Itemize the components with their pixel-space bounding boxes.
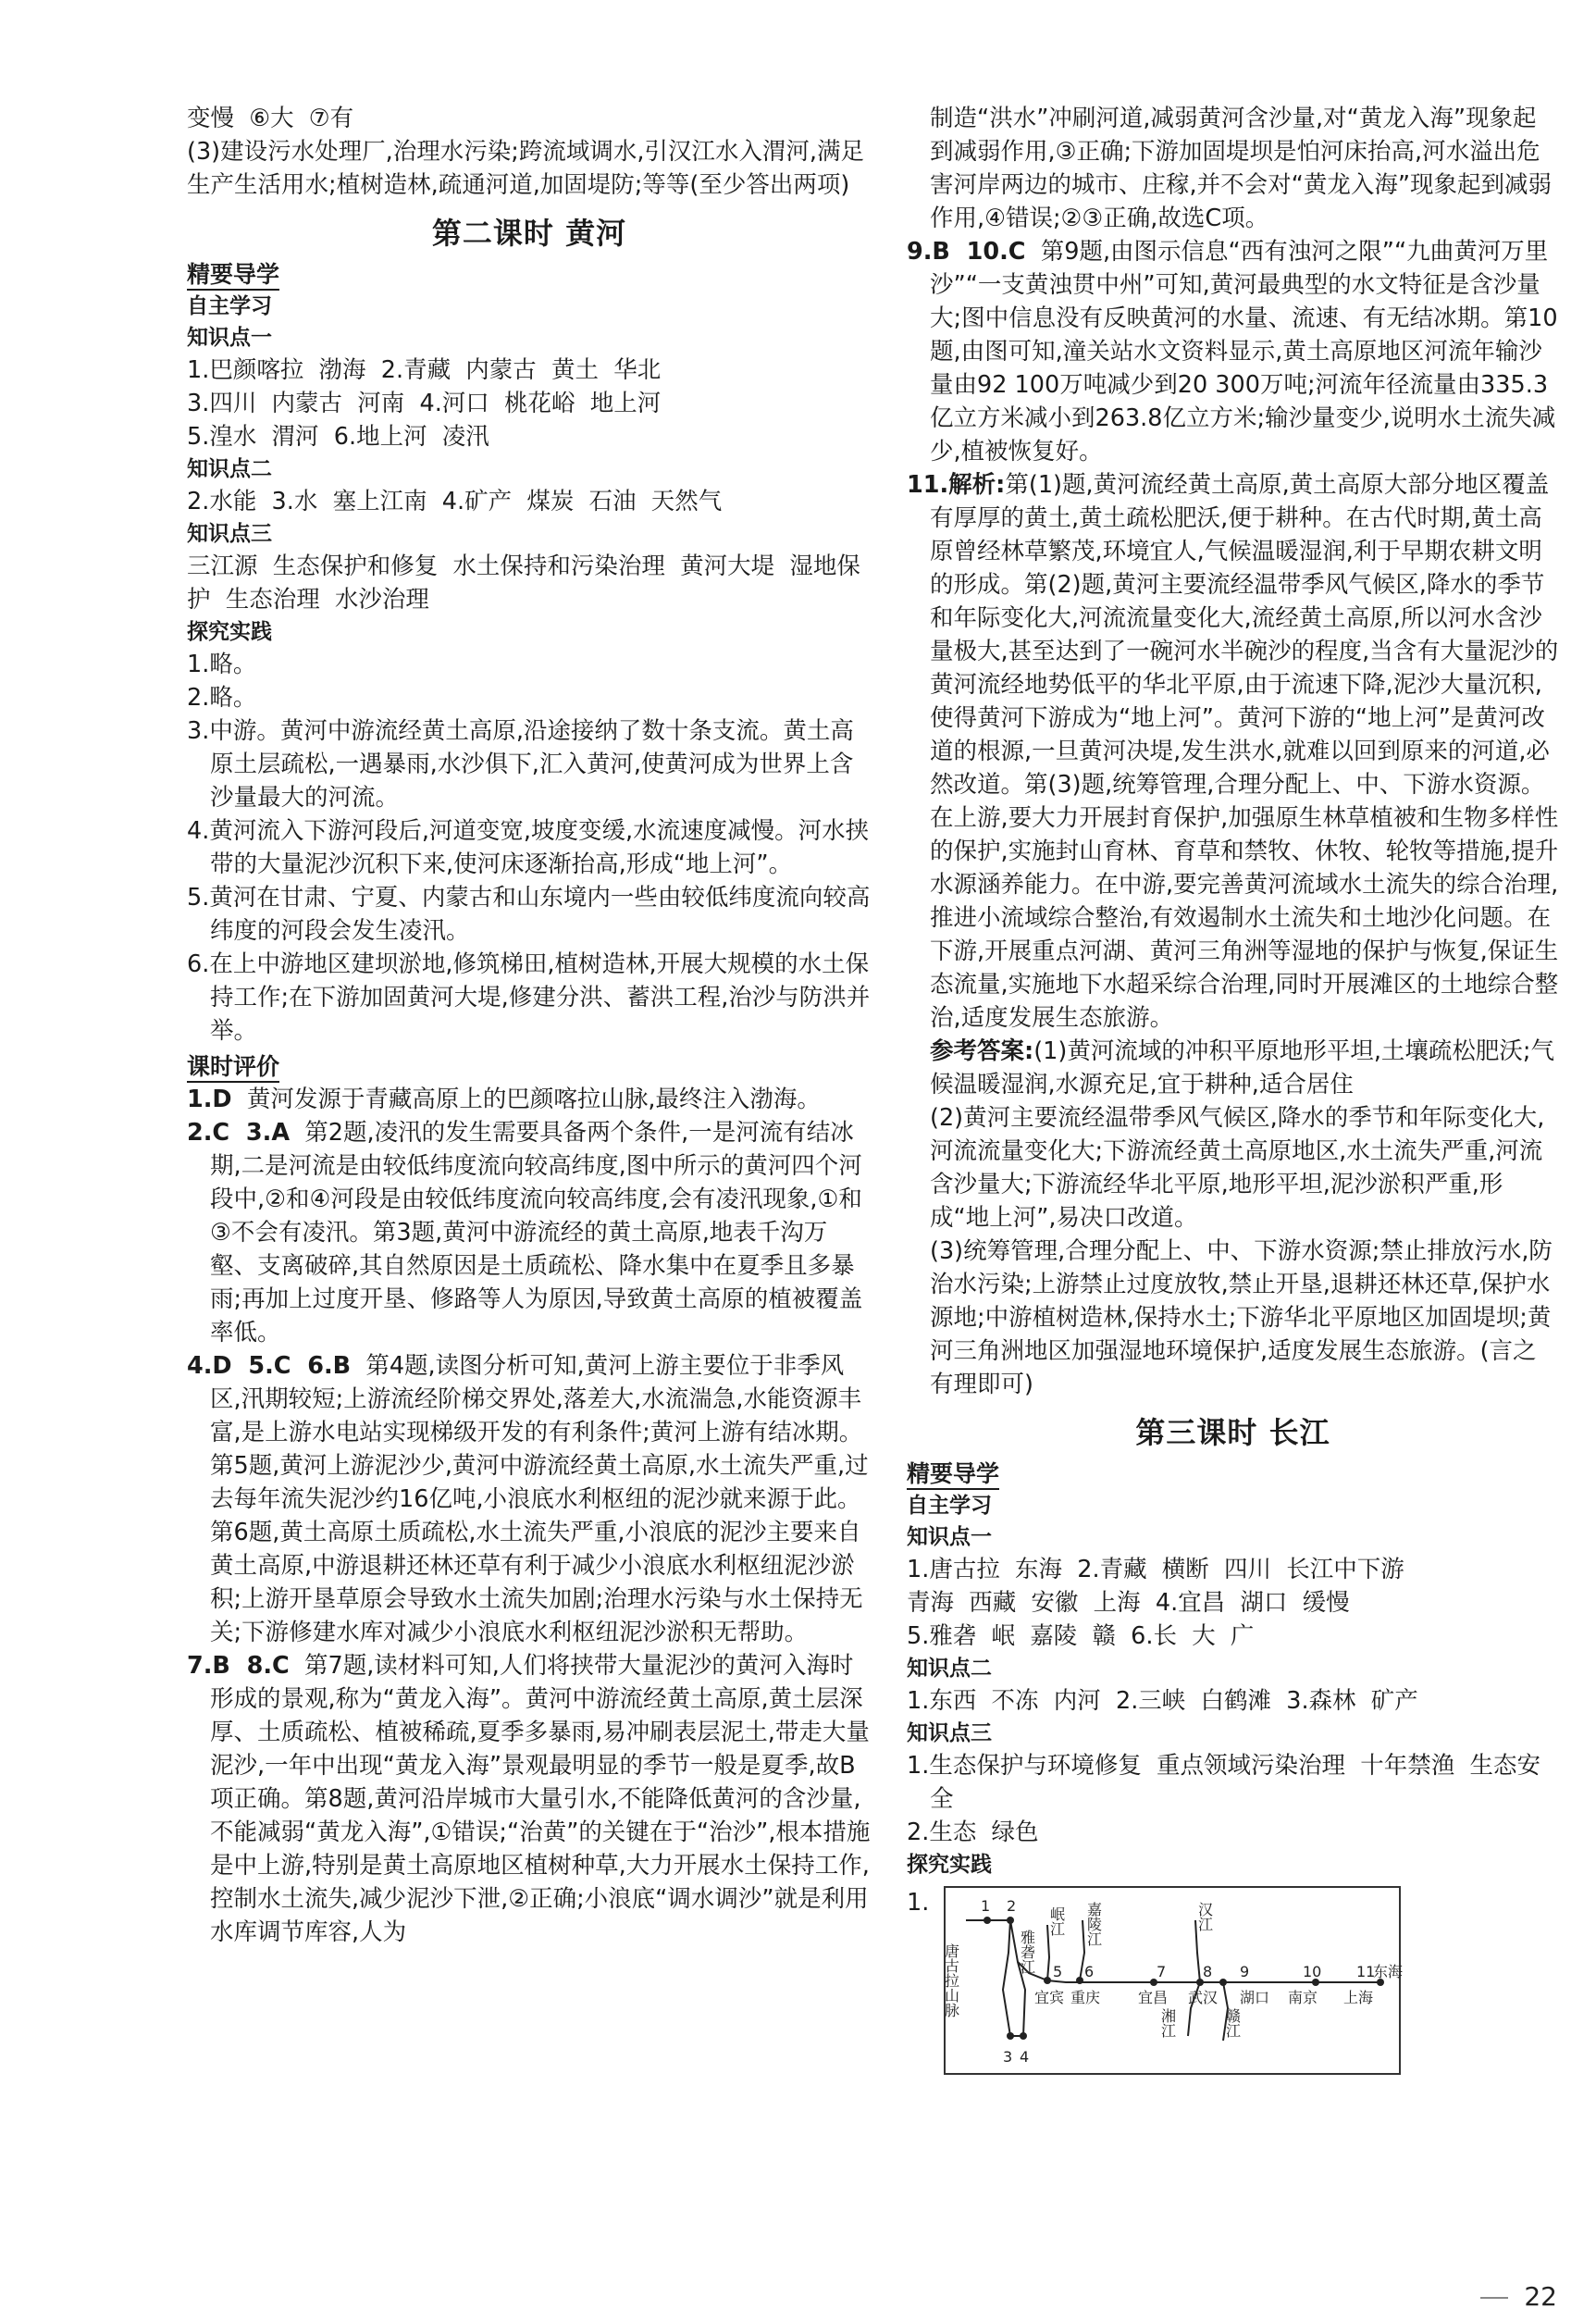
k3-line: 2.生态 绿色 [907,1818,1039,1846]
map-num: 8 [1203,1963,1213,1980]
kp-explanation: 第4题,读图分析可知,黄河上游主要位于非季风区,汛期较短;上游流经阶梯交界处,落差大,水流湍急,水能资源丰富,是上游水电站实现梯级开发的有利条件;黄河上游有结冰期。第5题,黄河上游泥沙少,黄河中游流经黄土高原,水土流失严重,过去每年流失泥沙约16亿吨,小浪底水利枢纽的泥沙就来源于此。第6题,黄土高原土质疏松,水土流失严重,小浪底的泥沙主要来自黄土高原,中游退耕还林还草有利于减少小浪底水利枢纽泥沙淤积;上游开垦草原会导致水土流失加剧;治理水污染与水土保持无关;下游修建水库对减少小浪底水利枢纽泥沙淤积无帮助。 [210,1352,869,1646]
left-column [187,102,872,1949]
k2-heading: 知识点二 [187,457,272,481]
map-num: 9 [1240,1963,1250,1980]
kp-item [187,1349,872,1649]
q9-10-answer: 9.B 10.C [907,238,1026,266]
kp-answer: 4.D 5.C 6.B [187,1352,352,1380]
map-place: 唐古拉山脉 [942,1943,960,2017]
map-num: 2 [1007,1897,1017,1915]
tj-item: 4.黄河流入下游河段后,河道变宽,坡度变缓,水流速度减慢。河水挟带的大量泥沙沉积下来,使河床逐渐抬高,形成“地上河”。 [187,817,870,878]
ref-answer-3: (3)统筹管理,合理分配上、中、下游水资源;禁止排放污水,防治水污染;上游禁止过度放牧,禁止开垦,退耕还林还草,保护水源地;中游植树造林,保持水土;下游华北平原地区加固堤坝;黄河三角洲地区加强湿地环境保护,适度发展生态旅游。(言之有理即可) [930,1237,1553,1398]
tj-item: 1.略。 [187,651,257,678]
section-zizhu: 自主学习 [187,294,272,318]
map-place: 上海 [1343,1989,1374,2006]
section-jingyao: 精要导学 [187,261,279,291]
tj-item: 5.黄河在甘肃、宁夏、内蒙古和山东境内一些由较低纬度流向较高纬度的河段会发生凌汛。 [187,884,871,945]
intro-line-1: 变慢 ⑥大 ⑦有 [187,105,354,132]
kp-answer: 7.B 8.C [187,1652,290,1680]
map-node [984,1917,991,1924]
q11 [907,468,1559,1035]
k2-line: 2.水能 3.水 塞上江南 4.矿产 煤炭 石油 天然气 [187,488,723,515]
k1-line: 青海 西藏 安徽 上海 4.宜昌 湖口 缓慢 [907,1589,1350,1617]
map-place: 湘江 [1158,2008,1177,2038]
map-place: 重庆 [1070,1989,1101,2006]
page-number-rule [1480,2297,1508,2299]
map-place: 赣江 [1223,2008,1242,2038]
map-node [1219,1979,1227,1986]
section-zizhu: 自主学习 [907,1494,992,1518]
map-node [1044,1977,1051,1984]
ref-answer-2: (2)黄河主要流经温带季风气候区,降水的季节和年际变化大,河流流量变化大;下游流经黄土高原地区,水土流失严重,河流含沙量大;下游流经华北平原,地形平坦,泥沙淤积严重,形成“地上河”,易决口改道。 [930,1104,1545,1232]
kp-answer: 1.D [187,1086,232,1113]
k1-heading: 知识点一 [187,326,272,350]
map-place: 岷江 [1047,1906,1066,1936]
map-num: 4 [1020,2048,1030,2066]
map-node [1020,2032,1027,2040]
kp-item [187,1116,872,1349]
q11-explanation: 第(1)题,黄河流经黄土高原,黄土高原大部分地区覆盖有厚厚的黄土,黄土疏松肥沃,便于耕种。在古代时期,黄土高原曾经林草繁茂,环境宜人,气候温暖湿润,利于早期农耕文明的形成。第(2)题,黄河主要流经温带季风气候区,降水的季节和年际变化大,河流流量变化大,流经黄土高原,所以河水含沙量极大,甚至达到了一碗河水半碗沙的程度,当含有大量泥沙的黄河流经地势低平的华北平原,由于流速下降,泥沙大量沉积,使得黄河下游成为“地上河”。黄河下游的“地上河”是黄河改道的根源,一旦黄河决堤,发生洪水,就难以回到原来的河道,必然改道。第(3)题,统筹管理,合理分配上、中、下游水资源。在上游,要大力开展封育保护,加强原生林草植被和生物多样性的保护,实施封山育林、育草和禁牧、休牧、轮牧等措施,提升水源涵养能力。在中游,要完善黄河流域水土流失的综合治理,推进小流域综合整治,有效遏制水土流失和土地沙化问题。在下游,开展重点河湖、黄河三角洲等湿地的保护与恢复,保证生态流量,实施地下水超采综合治理,同时开展滩区的土地综合整治,适度发展生态旅游。 [930,471,1559,1032]
kp-explanation: 黄河发源于青藏高原上的巴颜喀拉山脉,最终注入渤海。 [231,1086,821,1113]
ref-answer-1: (1)黄河流域的冲积平原地形平坦,土壤疏松肥沃;气候温暖湿润,水源充足,宜于耕种,适合居住 [930,1037,1555,1098]
ref-label: 参考答案: [930,1037,1034,1065]
q9-10 [907,235,1559,468]
map-num: 10 [1303,1963,1322,1980]
map-place: 东海 [1373,1963,1404,1980]
section-keshi: 课时评价 [187,1053,279,1083]
tj-item: 2.略。 [187,684,257,712]
map-node [1007,1917,1014,1924]
yangtze-map-svg [942,1888,1404,2073]
map-place: 宜昌 [1138,1989,1169,2006]
map-num: 1 [981,1897,991,1915]
map-place: 南京 [1288,1989,1318,2006]
k3-heading: 知识点三 [907,1721,992,1745]
tj-item: 3.中游。黄河中游流经黄土高原,沿途接纳了数十条支流。黄土高原土层疏松,一遇暴雨,水沙俱下,汇入黄河,使黄河成为世界上含沙量最大的河流。 [187,717,854,812]
k1-line: 1.巴颜喀拉 渤海 2.青藏 内蒙古 黄土 华北 [187,356,662,384]
q9-10-explanation: 第9题,由图示信息“西有浊河之限”“九曲黄河万里沙”“一支黄浊贯中州”可知,黄河最典型的水文特征是含沙量大;图中信息没有反映黄河的水量、流速、有无结冰期。第10题,由图可知,潼关站水文资料显示,黄土高原地区河流年输沙量由92 100万吨减少到20 300万吨;河流年径流量由335.3亿立方米减小到263.8亿立方米;输沙量变少,说明水土流失减少,植被恢复好。 [930,238,1558,465]
kp-item [187,1649,872,1949]
k1-line: 5.雅砻 岷 嘉陵 赣 6.长 大 广 [907,1622,1255,1650]
kp-item [187,1083,872,1116]
map-node [1007,2032,1014,2040]
k1-line: 5.湟水 渭河 6.地上河 凌汛 [187,423,489,451]
map-place: 嘉陵江 [1084,1902,1103,1946]
map-node [1076,1977,1083,1984]
section-tanjiu: 探究实践 [907,1853,992,1877]
k1-line: 1.唐古拉 东海 2.青藏 横断 四川 长江中下游 [907,1556,1404,1583]
tj-item: 6.在上中游地区建坝淤地,修筑梯田,植树造林,开展大规模的水土保持工作;在下游加固黄河大堤,修建分洪、蓄洪工程,治沙与防洪并举。 [187,950,871,1045]
k3-line: 1.生态保护与环境修复 重点领域污染治理 十年禁渔 生态安全 [907,1752,1540,1813]
map-place: 湖口 [1240,1989,1270,2006]
map-place: 武汉 [1188,1989,1219,2006]
map-place: 雅砻江 [1018,1930,1036,1974]
k2-heading: 知识点二 [907,1657,992,1681]
map-place: 汉江 [1195,1902,1214,1931]
continuation-text: 制造“洪水”冲刷河道,减弱黄河含沙量,对“黄龙入海”现象起到减弱作用,③正确;下游加固堤坝是怕河床抬高,河水溢出危害河岸两边的城市、庄稼,并不会对“黄龙入海”现象起到减弱作用,④错误;②③正确,故选C项。 [930,105,1553,232]
map-num: 6 [1084,1963,1095,1980]
k3-heading: 知识点三 [187,522,272,546]
section-jingyao: 精要导学 [907,1460,999,1490]
map-num: 11 [1356,1963,1376,1980]
kp-explanation: 第2题,凌汛的发生需要具备两个条件,一是河流有结冰期,二是河流是由较低纬度流向较高纬度,图中所示的黄河四个河段中,②和④河段是由较低纬度流向较高纬度,会有凌汛现象,①和③不会有凌汛。第3题,黄河中游流经的黄土高原,地表千沟万壑、支离破碎,其自然原因是土质疏松、降水集中在夏季且多暴雨;再加上过度开垦、修路等人为原因,导致黄土高原的植被覆盖率低。 [210,1119,863,1347]
yangtze-river-diagram [942,1886,1404,2075]
map-num: 5 [1053,1963,1063,1980]
k1-line: 3.四川 内蒙古 河南 4.河口 桃花峪 地上河 [187,390,662,417]
kp-explanation: 第7题,读材料可知,人们将挟带大量泥沙的黄河入海时形成的景观,称为“黄龙入海”。黄河中游流经黄土高原,黄土层深厚、土质疏松、植被稀疏,夏季多暴雨,易冲刷表层泥土,带走大量泥沙,一年中出现“黄龙入海”景观最明显的季节一般是夏季,故B项正确。第8题,黄河沿岸城市大量引水,不能降低黄河的含沙量,不能减弱“黄龙入海”,①错误;“治黄”的关键在于“治沙”,根本措施是中上游,特别是黄土高原地区植树种草,大力开展水土保持工作,控制水土流失,减少泥沙下泄,②正确;小浪底“调水调沙”就是利用水库调节库容,人为 [210,1652,871,1946]
map-num: 3 [1003,2048,1013,2066]
section-tanjiu: 探究实践 [187,620,272,644]
lesson-title-huanghe: 第二课时 黄河 [431,216,627,251]
right-column [907,102,1559,2075]
q11-label: 11.解析: [907,471,1006,499]
lesson-title-changjiang: 第三课时 长江 [1135,1415,1330,1450]
map-num: 7 [1157,1963,1167,1980]
k3-line: 三江源 生态保护和修复 水土保持和污染治理 黄河大堤 湿地保护 生态治理 水沙治理 [187,552,860,614]
kp-answer: 2.C 3.A [187,1119,291,1147]
k1-heading: 知识点一 [907,1525,992,1549]
k2-line: 1.东西 不冻 内河 2.三峡 白鹤滩 3.森林 矿产 [907,1687,1418,1715]
page-number: 22 [1524,2281,1557,2312]
intro-line-2: (3)建设污水处理厂,治理水污染;跨流域调水,引汉江水入渭河,满足生产生活用水;植树造林,疏通河道,加固堤防;等等(至少答出两项) [187,138,865,199]
map-place: 宜宾 [1034,1989,1065,2006]
tj-number: 1. [907,1889,930,1917]
